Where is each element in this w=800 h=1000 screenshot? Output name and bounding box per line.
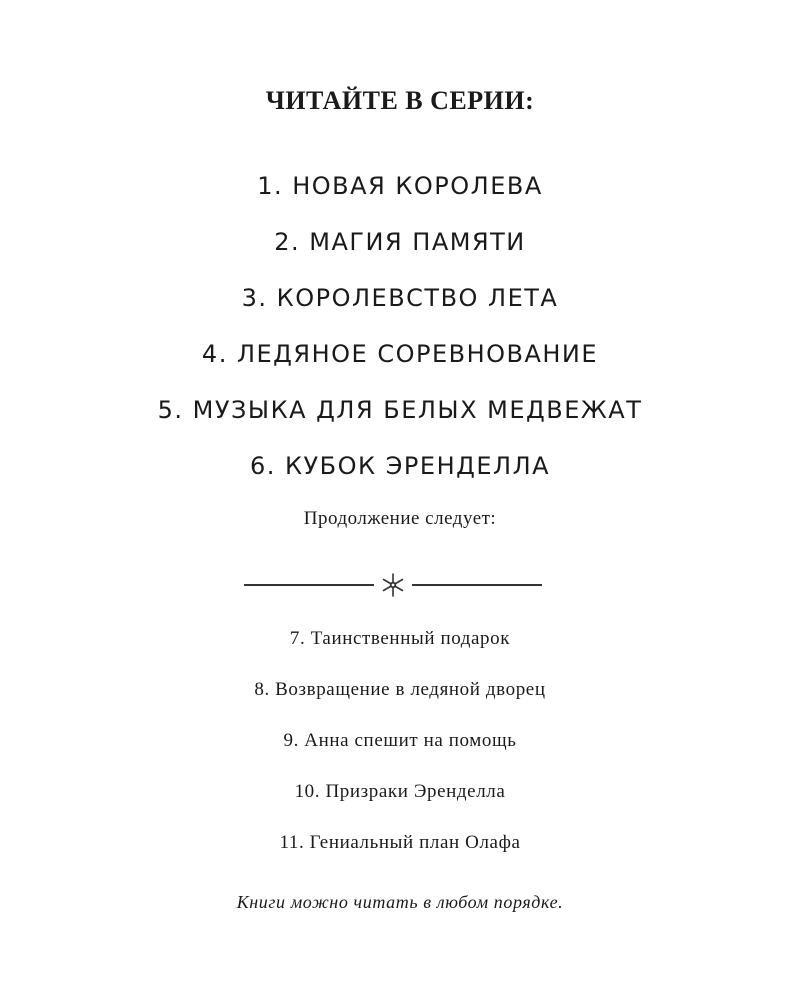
book-item: 5. МУЗЫКА ДЛЯ БЕЛЫХ МЕДВЕЖАТ bbox=[157, 396, 643, 424]
divider-line bbox=[412, 584, 542, 586]
book-item: 9. Анна спешит на помощь bbox=[283, 730, 517, 751]
book-item: 8. Возвращение в ледяной дворец bbox=[254, 679, 546, 700]
published-books-list bbox=[0, 166, 800, 502]
book-item: 10. Призраки Эренделла bbox=[294, 781, 506, 802]
book-item: 7. Таинственный подарок bbox=[289, 628, 511, 649]
book-item: 11. Гениальный план Олафа bbox=[279, 832, 521, 853]
book-item: 2. МАГИЯ ПАМЯТИ bbox=[274, 228, 526, 256]
reading-order-note: Книги можно читать в любом порядке. bbox=[236, 892, 564, 912]
page-title: ЧИТАЙТЕ В СЕРИИ: bbox=[265, 86, 535, 115]
snowflake-icon bbox=[380, 572, 406, 598]
ornament-divider bbox=[244, 572, 542, 598]
book-item: 1. НОВАЯ КОРОЛЕВА bbox=[257, 172, 543, 200]
book-item: 4. ЛЕДЯНОЕ СОРЕВНОВАНИЕ bbox=[201, 340, 599, 368]
continuation-label: Продолжение следует: bbox=[303, 508, 497, 529]
divider-line bbox=[244, 584, 374, 586]
book-item: 6. КУБОК ЭРЕНДЕЛЛА bbox=[249, 452, 551, 480]
upcoming-books-list bbox=[0, 624, 800, 879]
book-item: 3. КОРОЛЕВСТВО ЛЕТА bbox=[241, 284, 559, 312]
